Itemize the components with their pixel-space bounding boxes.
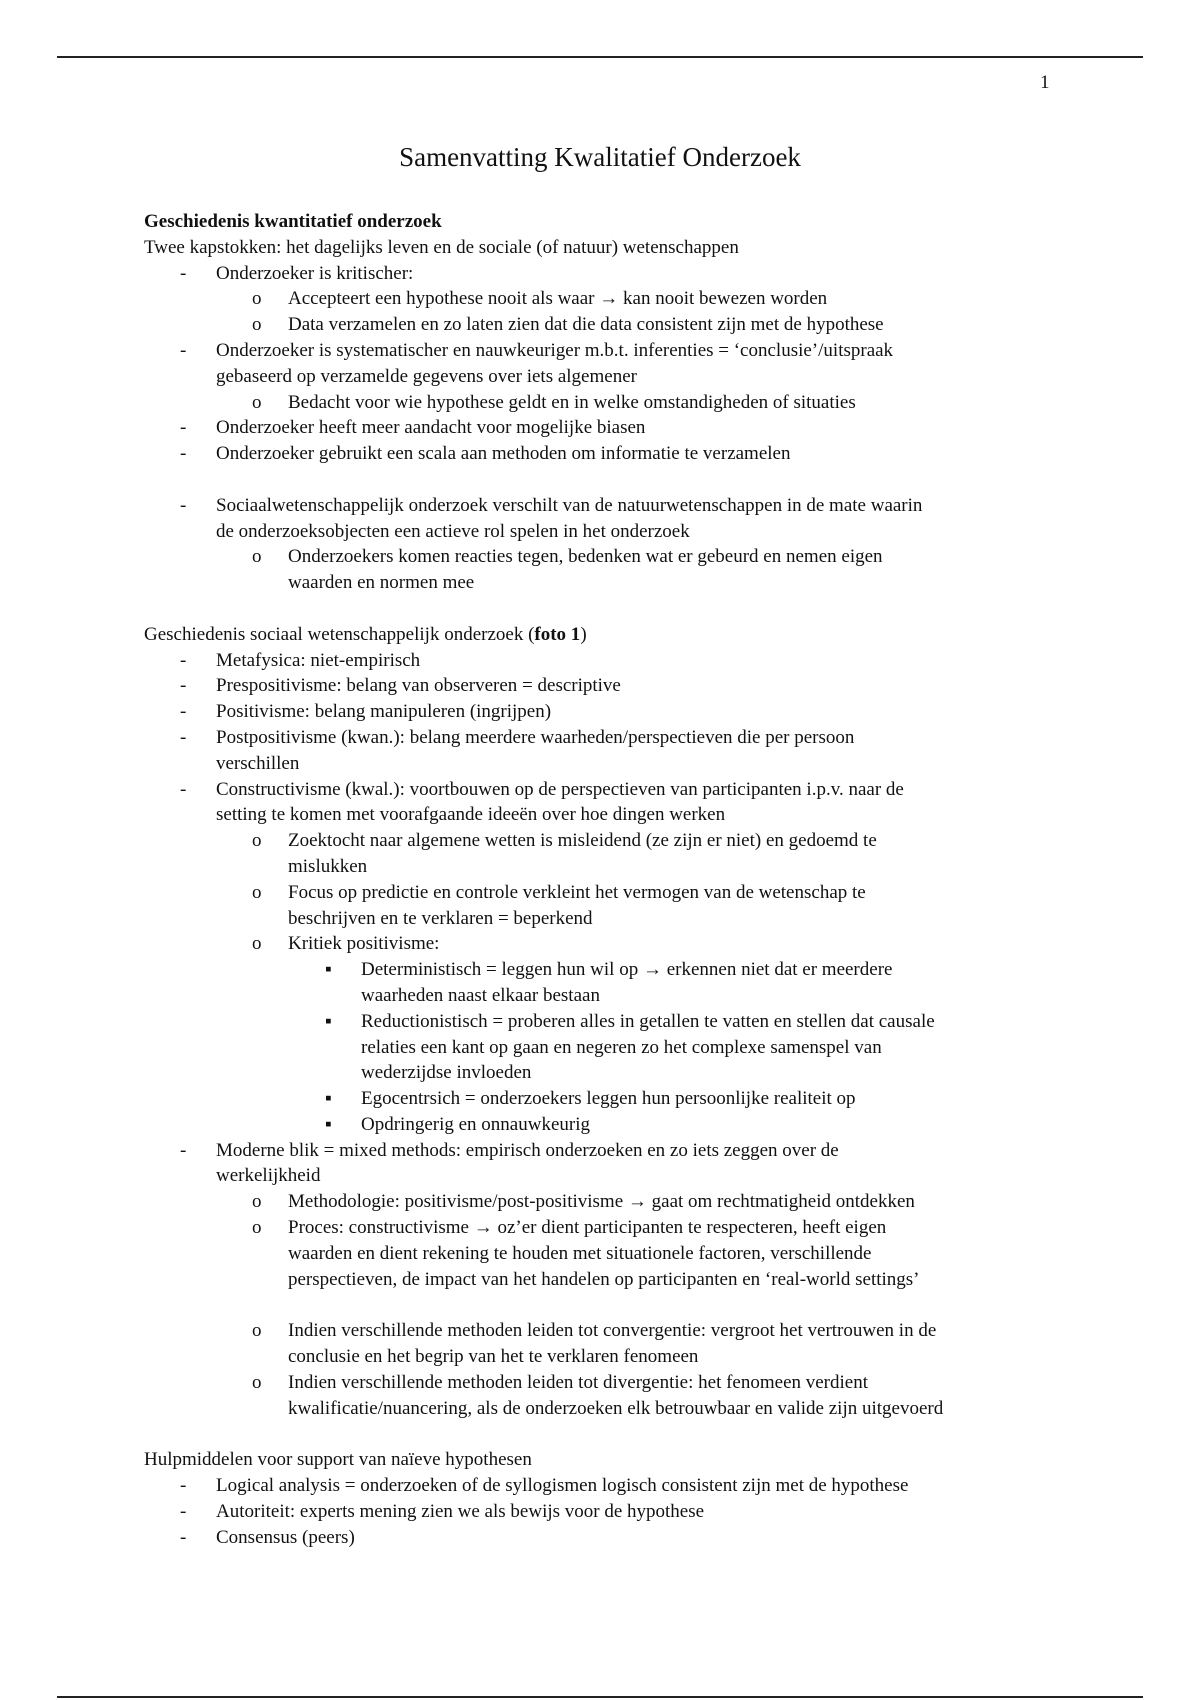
square-marker: ▪ (325, 1113, 332, 1135)
list-item-text: Constructivisme (kwal.): voortbouwen op de perspectieven van participanten i.p.v. naar de (216, 778, 904, 800)
circle-marker: o (252, 546, 262, 568)
list-item-text: Moderne blik = mixed methods: empirisch onderzoeken en zo iets zeggen over de (216, 1139, 839, 1161)
square-marker: ▪ (325, 1010, 332, 1032)
list-item (144, 1138, 1144, 1190)
section-intro: Twee kapstokken: het dagelijks leven en de sociale (of natuur) wetenschappen (144, 236, 739, 258)
sub-list-item (144, 1318, 1144, 1370)
heading-bold-ref: foto 1 (534, 623, 581, 645)
list-item (144, 1499, 1144, 1525)
list-item (144, 648, 1144, 674)
page-number: 1 (1040, 72, 1050, 93)
list-item (144, 777, 1144, 829)
list-item-text: wederzijdse invloeden (361, 1062, 532, 1084)
list-item-text: Opdringerig en onnauwkeurig (361, 1113, 590, 1135)
list-item (144, 699, 1144, 725)
dash-marker: - (180, 443, 187, 465)
circle-marker: o (252, 1191, 262, 1213)
sub-list-item (144, 312, 1144, 338)
sub-list-item (144, 390, 1144, 416)
list-item-text: Metafysica: niet-empirisch (216, 649, 421, 671)
list-item-text: Positivisme: belang manipuleren (ingrijpen) (216, 701, 552, 723)
circle-marker: o (252, 830, 262, 852)
list-item-text: Onderzoeker is systematischer en nauwkeuriger m.b.t. inferenties = ‘conclusie’/uitspraak (216, 339, 894, 361)
list-item-text: kwalificatie/nuancering, als de onderzoeken elk betrouwbaar en valide zijn uitgevoerd (288, 1397, 944, 1419)
list-item-text: Prespositivisme: belang van observeren = descriptive (216, 675, 621, 697)
circle-marker: o (252, 1217, 262, 1239)
list-item-text: Proces: constructivisme → oz’er dient participanten te respecteren, heeft eigen (288, 1217, 887, 1239)
sub-list-item (144, 544, 1144, 596)
list-item-text: mislukken (288, 855, 368, 877)
list-item (144, 441, 1144, 467)
sub-sub-list-item (144, 1112, 1144, 1138)
list-item (144, 415, 1144, 441)
list-item-text: conclusie en het begrip van het te verklaren fenomeen (288, 1346, 699, 1368)
list-item-text: Onderzoeker gebruikt een scala aan methoden om informatie te verzamelen (216, 443, 791, 465)
list-item-text: setting te komen met voorafgaande ideeën over hoe dingen werken (216, 804, 726, 826)
list-item-text: Methodologie: positivisme/post-positivisme → gaat om rechtmatigheid ontdekken (288, 1191, 915, 1213)
dash-marker: - (180, 778, 187, 800)
list-item-text: Sociaalwetenschappelijk onderzoek verschilt van de natuurwetenschappen in de mate waarin (216, 494, 923, 516)
sub-list-item (144, 1189, 1144, 1215)
list-item-text: waarden en normen mee (288, 572, 475, 594)
heading-text: ) (580, 623, 587, 645)
list-item-text: perspectieven, de impact van het handelen op participanten en ‘real-world settings’ (288, 1268, 920, 1290)
list-item (144, 338, 1144, 390)
document-title: Samenvatting Kwalitatief Onderzoek (399, 142, 801, 172)
list-item-text: Bedacht voor wie hypothese geldt en in welke omstandigheden of situaties (288, 391, 856, 413)
circle-marker: o (252, 933, 262, 955)
list-item-text: Onderzoeker heeft meer aandacht voor mogelijke biasen (216, 417, 646, 439)
sub-list-item (144, 286, 1144, 312)
list-item-text: Data verzamelen en zo laten zien dat die data consistent zijn met de hypothese (288, 314, 884, 336)
square-marker: ▪ (325, 959, 332, 981)
section-heading-hulpmiddelen: Hulpmiddelen voor support van naïeve hypothesen (144, 1449, 532, 1471)
list-item (144, 1525, 1144, 1551)
circle-marker: o (252, 391, 262, 413)
list-item-text: Onderzoekers komen reacties tegen, bedenken wat er gebeurd en nemen eigen (288, 546, 883, 568)
list-item-text: Egocentrsich = onderzoekers leggen hun persoonlijke realiteit op (361, 1088, 856, 1110)
sub-list-item (144, 1370, 1144, 1422)
header-rule (57, 56, 1143, 58)
spacer (144, 467, 1144, 493)
sub-list-item (144, 1215, 1144, 1292)
list-item (144, 493, 1144, 545)
dash-marker: - (180, 649, 187, 671)
dash-marker: - (180, 726, 187, 748)
dash-marker: - (180, 1139, 187, 1161)
dash-marker: - (180, 1500, 187, 1522)
dash-marker: - (180, 262, 187, 284)
list-item-text: Focus op predictie en controle verkleint het vermogen van de wetenschap te (288, 881, 866, 903)
dash-marker: - (180, 701, 187, 723)
sub-list-item (144, 828, 1144, 880)
list-item (144, 1473, 1144, 1499)
sub-sub-list-item (144, 957, 1144, 1009)
section-heading-sociaal (144, 622, 1144, 648)
sub-list-item (144, 931, 1144, 957)
list-item-text: beschrijven en te verklaren = beperkend (288, 907, 593, 929)
list-item-text: Autoriteit: experts mening zien we als bewijs voor de hypothese (216, 1500, 705, 1522)
circle-marker: o (252, 314, 262, 336)
dash-marker: - (180, 1526, 187, 1548)
circle-marker: o (252, 288, 262, 310)
spacer (144, 596, 1144, 622)
list-item-text: Logical analysis = onderzoeken of de syllogismen logisch consistent zijn met de hypothese (216, 1475, 909, 1497)
document-body (144, 209, 1144, 1550)
list-item-text: Deterministisch = leggen hun wil op → erkennen niet dat er meerdere (361, 959, 893, 981)
sub-sub-list-item (144, 1086, 1144, 1112)
list-item-text: Zoektocht naar algemene wetten is misleidend (ze zijn er niet) en gedoemd te (288, 830, 877, 852)
list-item-text: Reductionistisch = proberen alles in getallen te vatten en stellen dat causale (361, 1010, 935, 1032)
section-heading-kwantitatief: Geschiedenis kwantitatief onderzoek (144, 211, 442, 232)
list-item-text: Postpositivisme (kwan.): belang meerdere waarheden/perspectieven die per persoon (216, 726, 855, 748)
list-item-text: verschillen (216, 752, 300, 774)
list-item-text: Consensus (peers) (216, 1526, 355, 1548)
dash-marker: - (180, 417, 187, 439)
spacer (144, 1292, 1144, 1318)
spacer (144, 1421, 1144, 1447)
list-item-text: waarden en dient rekening te houden met situationele factoren, verschillende (288, 1242, 872, 1264)
dash-marker: - (180, 494, 187, 516)
dash-marker: - (180, 675, 187, 697)
list-item (144, 673, 1144, 699)
sub-sub-list-item (144, 1009, 1144, 1086)
list-item-text: waarheden naast elkaar bestaan (361, 984, 600, 1006)
dash-marker: - (180, 339, 187, 361)
list-item-text: Indien verschillende methoden leiden tot divergentie: het fenomeen verdient (288, 1371, 869, 1393)
heading-text: Geschiedenis sociaal wetenschappelijk onderzoek ( (144, 623, 535, 645)
list-item-text: de onderzoeksobjecten een actieve rol spelen in het onderzoek (216, 520, 690, 542)
sub-list-item (144, 880, 1144, 932)
list-item-text: Indien verschillende methoden leiden tot convergentie: vergroot het vertrouwen in de (288, 1320, 937, 1342)
list-item-text: relaties een kant op gaan en negeren zo het complexe samenspel van (361, 1036, 882, 1058)
list-item-text: Kritiek positivisme: (288, 933, 440, 955)
list-item-text: Accepteert een hypothese nooit als waar → kan nooit bewezen worden (288, 288, 828, 310)
circle-marker: o (252, 1320, 262, 1342)
list-item (144, 725, 1144, 777)
list-item (144, 261, 1144, 287)
square-marker: ▪ (325, 1088, 332, 1110)
list-item-text: werkelijkheid (216, 1165, 321, 1187)
footer-rule (57, 1696, 1143, 1698)
dash-marker: - (180, 1475, 187, 1497)
circle-marker: o (252, 1371, 262, 1393)
list-item-text: Onderzoeker is kritischer: (216, 262, 414, 284)
circle-marker: o (252, 881, 262, 903)
list-item-text: gebaseerd op verzamelde gegevens over iets algemener (216, 365, 637, 387)
